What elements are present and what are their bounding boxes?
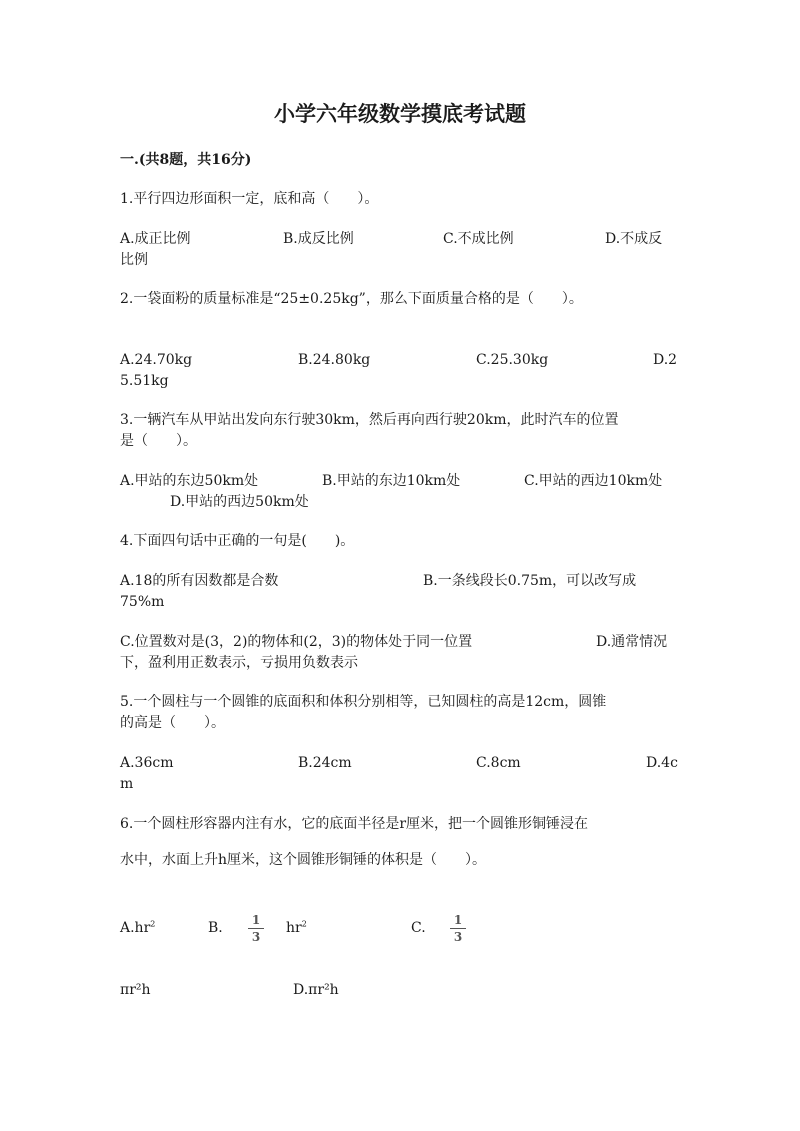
- q4-option-d: D.通常情况: [596, 634, 668, 650]
- q4-option-b: B.一条线段长0.75m，可以改写成: [423, 573, 637, 589]
- q4-option-d-wrap: 下，盈利用正数表示，亏损用负数表示: [120, 655, 358, 671]
- q2-option-d: D.2: [653, 352, 678, 368]
- question-6-stem-wrap: 水中，水面上升h厘米，这个圆锥形铜锤的体积是（ ）。: [120, 852, 487, 868]
- q6-option-c: C.: [411, 920, 426, 936]
- question-4-stem: 4.下面四句话中正确的一句是( )。: [120, 533, 355, 549]
- q4-option-b-wrap: 75%m: [120, 594, 165, 610]
- q4-option-a: A.18的所有因数都是合数: [120, 573, 279, 589]
- q6-option-c-fraction: [450, 913, 466, 944]
- q3-option-c: C.甲站的西边10km处: [524, 473, 663, 489]
- fraction-numerator: 1: [453, 913, 463, 927]
- q2-option-b: B.24.80kg: [298, 352, 371, 368]
- q6-option-b-fraction: [248, 913, 264, 944]
- q6-option-d: D.πr²h: [293, 982, 339, 998]
- question-5-stem: 5.一个圆柱与一个圆锥的底面积和体积分别相等，已知圆柱的高是12cm，圆锥: [120, 694, 607, 710]
- q3-option-b: B.甲站的东边10km处: [322, 473, 461, 489]
- page-title: 小学六年级数学摸底考试题: [274, 101, 526, 126]
- q5-option-a: A.36cm: [120, 755, 174, 771]
- q2-option-d-wrap: 5.51kg: [120, 373, 169, 389]
- question-5-stem-wrap: 的高是（ ）。: [120, 715, 225, 731]
- q1-option-b: B.成反比例: [283, 231, 354, 247]
- q2-option-a: A.24.70kg: [120, 352, 193, 368]
- q5-option-b: B.24cm: [298, 755, 352, 771]
- q1-option-a: A.成正比例: [120, 231, 191, 247]
- q5-option-c: C.8cm: [476, 755, 521, 771]
- q6-option-a: $A.hr^2$: [120, 919, 156, 936]
- question-1-stem: 1.平行四边形面积一定，底和高（ ）。: [120, 191, 379, 207]
- q6-option-b: B.: [208, 920, 223, 936]
- q1-option-d: D.不成反: [605, 231, 663, 247]
- fraction-denominator: 3: [453, 930, 463, 944]
- q3-option-a: A.甲站的东边50km处: [120, 473, 259, 489]
- fraction-numerator: 1: [251, 913, 261, 927]
- q1-option-d-wrap: 比例: [120, 252, 148, 268]
- question-2-stem: 2.一袋面粉的质量标准是“25±0.25kg”，那么下面质量合格的是（ ）。: [120, 291, 583, 307]
- question-3-stem: 3.一辆汽车从甲站出发向东行驶30km，然后再向西行驶20km，此时汽车的位置: [120, 412, 619, 428]
- q6-option-b-tail: $hr^2$: [286, 919, 307, 936]
- fraction-denominator: 3: [251, 930, 261, 944]
- q3-option-d: D.甲站的西边50km处: [170, 494, 309, 510]
- fraction-bar: [248, 928, 264, 929]
- q1-option-c: C.不成比例: [443, 231, 514, 247]
- q5-option-d: D.4c: [646, 755, 678, 771]
- q4-option-c: C.位置数对是(3，2)的物体和(2，3)的物体处于同一位置: [120, 634, 473, 650]
- question-3-stem-wrap: 是（ ）。: [120, 433, 197, 449]
- question-6-stem: 6.一个圆柱形容器内注有水，它的底面半径是r厘米，把一个圆锥形铜锤浸在: [120, 816, 589, 832]
- q6-option-c-tail: πr²h: [120, 982, 151, 998]
- fraction-bar: [450, 928, 466, 929]
- q5-option-d-wrap: m: [120, 776, 134, 792]
- q2-option-c: C.25.30kg: [476, 352, 549, 368]
- section-heading: 一.(共8题，共16分): [120, 152, 252, 168]
